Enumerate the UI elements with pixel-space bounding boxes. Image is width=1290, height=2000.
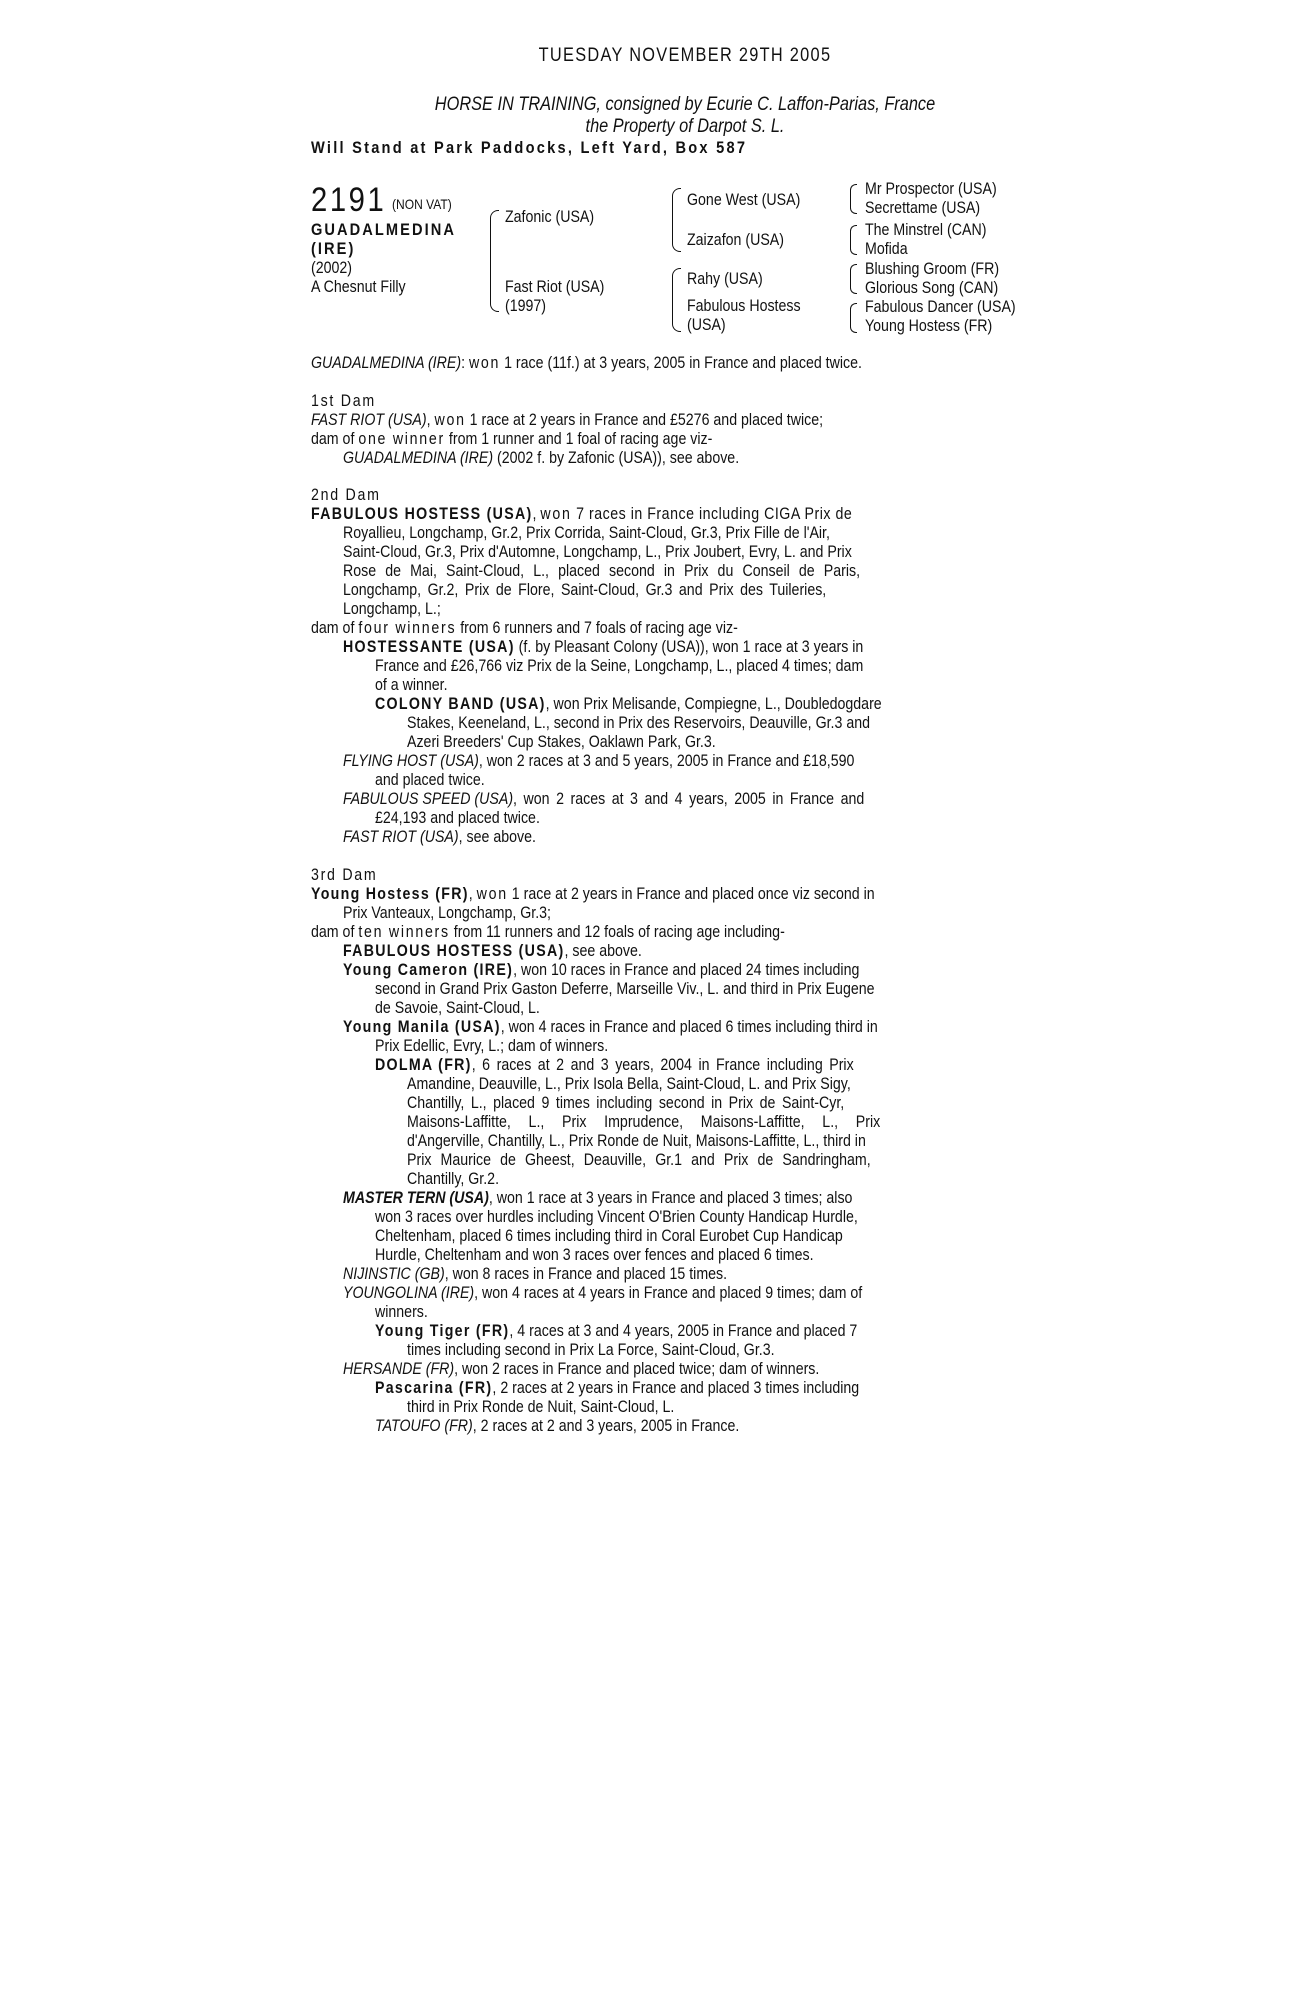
horse-name: GUADALMEDINA (311, 220, 456, 239)
offspring-name: FAST RIOT (USA) (343, 828, 459, 846)
offspring-name: FABULOUS HOSTESS (USA) (343, 942, 565, 960)
offspring-text: , won 8 races in France and placed 15 times. (444, 1265, 728, 1283)
offspring-nijinstic (343, 1265, 727, 1284)
pedigree-brace-sire (672, 188, 681, 252)
offspring-name: COLONY BAND (USA) (375, 695, 546, 713)
second-dam-record: 7 races in France including CIGA Prix de (571, 505, 853, 523)
offspring-text: (2002 f. by Zafonic (USA)), see above. (493, 449, 740, 467)
race-summary (311, 354, 862, 373)
pedigree-dss: Blushing Groom (FR) (865, 260, 1000, 278)
summary-horse: GUADALMEDINA (IRE) (311, 354, 462, 372)
sep: , (426, 411, 435, 429)
produce-text: from 11 runners and 12 foals of racing age including- (449, 923, 785, 941)
offspring-hostessante (343, 638, 863, 657)
offspring-text: , won 4 races at 4 years in France and placed 9 times; dam of (474, 1284, 863, 1302)
offspring-text: , won Prix Melisande, Compiegne, L., Doubledogdare (545, 695, 882, 713)
offspring-name: FABULOUS SPEED (USA) (343, 790, 514, 808)
second-dam-detail: Longchamp, Gr.2, Prix de Flore, Saint-Cloud, Gr.3 and Prix des Tuileries, (343, 581, 827, 599)
pedigree-dam-sire: Rahy (USA) (687, 270, 763, 288)
offspring-detail: Hurdle, Cheltenham and won 3 races over fences and placed 6 times. (375, 1246, 814, 1264)
stand-line: Will Stand at Park Paddocks, Left Yard, Box 587 (311, 138, 748, 157)
first-dam-produce (311, 430, 712, 449)
offspring-detail: Prix Edellic, Evry, L.; dam of winners. (375, 1037, 609, 1055)
sale-date: TUESDAY NOVEMBER 29TH 2005 (538, 45, 832, 66)
consignor-line: HORSE IN TRAINING, consigned by Ecurie C. Laffon-Parias, France (434, 94, 936, 115)
offspring-youngolina (343, 1284, 862, 1303)
third-dam-name: Young Hostess (FR) (311, 885, 469, 903)
offspring-fast-riot (343, 828, 536, 847)
offspring-detail: won 3 races over hurdles including Vincent O'Brien County Handicap Hurdle, (375, 1208, 858, 1226)
offspring-name: GUADALMEDINA (IRE) (343, 449, 494, 467)
third-dam-detail: Prix Vanteaux, Longchamp, Gr.3; (343, 904, 551, 922)
offspring-text: , see above. (564, 942, 642, 960)
offspring-name: YOUNGOLINA (IRE) (343, 1284, 475, 1302)
offspring-hersande (343, 1360, 819, 1379)
pedigree-ddd: Young Hostess (FR) (865, 317, 993, 335)
won-word: won (476, 885, 508, 903)
offspring-name: Pascarina (FR) (375, 1379, 493, 1397)
offspring-text: , won 10 races in France and placed 24 times including (513, 961, 860, 979)
offspring-name: FLYING HOST (USA) (343, 752, 479, 770)
pedigree-ssd: Secrettame (USA) (865, 199, 981, 217)
offspring-detail: winners. (375, 1303, 428, 1321)
third-dam-line (311, 885, 875, 904)
third-dam-heading: 3rd Dam (311, 866, 378, 884)
offspring-text: , won 2 races in France and placed twice; dam of winners. (454, 1360, 820, 1378)
dam-of: dam of (311, 430, 359, 448)
offspring-detail: £24,193 and placed twice. (375, 809, 540, 827)
offspring-fabulous-hostess (343, 942, 642, 961)
pedigree-brace-dam (672, 268, 681, 332)
offspring-text: , won 4 races in France and placed 6 times including third in (500, 1018, 878, 1036)
offspring-detail: Azeri Breeders' Cup Stakes, Oaklawn Park, Gr.3. (407, 733, 716, 751)
produce-text: from 6 runners and 7 foals of racing age viz- (456, 619, 738, 637)
offspring-text: , 2 races at 2 years in France and placed 3 times including (492, 1379, 860, 1397)
offspring-text: (f. by Pleasant Colony (USA)), won 1 race at 3 years in (514, 638, 864, 656)
produce-text: from 1 runner and 1 foal of racing age viz- (444, 430, 713, 448)
summary-sep: : (461, 354, 469, 372)
horse-year: (2002) (311, 259, 353, 277)
dam-of: dam of (311, 923, 359, 941)
won-word: won (540, 505, 572, 523)
second-dam-detail: Longchamp, L.; (343, 600, 441, 618)
second-dam-name: FABULOUS HOSTESS (USA) (311, 505, 533, 523)
third-dam-record: 1 race at 2 years in France and placed once viz second in (507, 885, 875, 903)
offspring-name: MASTER TERN (USA) (343, 1189, 489, 1207)
pedigree-brace-main (490, 210, 499, 312)
offspring-name: Young Cameron (IRE) (343, 961, 514, 979)
offspring-name: HERSANDE (FR) (343, 1360, 455, 1378)
offspring-text: , won 1 race at 3 years in France and placed 3 times; also (488, 1189, 853, 1207)
offspring-name: HOSTESSANTE (USA) (343, 638, 515, 656)
offspring-young-tiger (375, 1322, 857, 1341)
offspring-name: TATOUFO (FR) (375, 1417, 473, 1435)
pedigree-brace-ds (850, 264, 857, 294)
winners-count: ten winners (358, 923, 450, 941)
second-dam-heading: 2nd Dam (311, 486, 381, 504)
pedigree-sire-dam: Zaizafon (USA) (687, 231, 785, 249)
summary-text: 1 race (11f.) at 3 years, 2005 in France and placed twice. (500, 354, 862, 372)
offspring-young-manila (343, 1018, 878, 1037)
first-dam-line (311, 411, 823, 430)
vat-label: (NON VAT) (392, 196, 452, 212)
offspring-detail: France and £26,766 viz Prix de la Seine, Longchamp, L., placed 4 times; dam (375, 657, 864, 675)
horse-description: A Chesnut Filly (311, 278, 406, 296)
second-dam-detail: Rose de Mai, Saint-Cloud, L., placed second in Prix du Conseil de Paris, (343, 562, 861, 580)
offspring-master-tern (343, 1189, 852, 1208)
pedigree-dds: Fabulous Dancer (USA) (865, 298, 1016, 316)
sep: , (468, 885, 477, 903)
winners-count: four winners (358, 619, 457, 637)
first-dam-record: 1 race at 2 years in France and £5276 and placed twice; (465, 411, 824, 429)
offspring-detail: Cheltenham, placed 6 times including third in Coral Eurobet Cup Handicap (375, 1227, 843, 1245)
offspring-text: , 6 races at 2 and 3 years, 2004 in France including Prix (471, 1056, 854, 1074)
offspring-text: , see above. (458, 828, 536, 846)
first-dam-name: FAST RIOT (USA) (311, 411, 427, 429)
pedigree-dam-year: (1997) (505, 297, 547, 315)
sep: , (532, 505, 541, 523)
pedigree-sds: The Minstrel (CAN) (865, 221, 987, 239)
offspring-text: , 4 races at 3 and 4 years, 2005 in France and placed 7 (509, 1322, 858, 1340)
offspring-detail: Chantilly, L., placed 9 times including second in Prix de Saint-Cyr, (407, 1094, 845, 1112)
offspring-colony-band (375, 695, 882, 714)
won-word: won (434, 411, 466, 429)
offspring-detail: Prix Maurice de Gheest, Deauville, Gr.1 and Prix de Sandringham, (407, 1151, 871, 1169)
offspring-name: Young Manila (USA) (343, 1018, 501, 1036)
third-dam-produce (311, 923, 785, 942)
first-dam-heading: 1st Dam (311, 392, 376, 410)
offspring-detail: third in Prix Ronde de Nuit, Saint-Cloud, L. (407, 1398, 675, 1416)
first-dam-offspring (343, 449, 739, 468)
pedigree-sire: Zafonic (USA) (505, 208, 595, 226)
offspring-text: , won 2 races at 3 and 5 years, 2005 in France and £18,590 (478, 752, 855, 770)
offspring-pascarina (375, 1379, 859, 1398)
offspring-young-cameron (343, 961, 859, 980)
offspring-name: DOLMA (FR) (375, 1056, 472, 1074)
offspring-tatoufo (375, 1417, 739, 1436)
second-dam-detail: Royallieu, Longchamp, Gr.2, Prix Corrida, Saint-Cloud, Gr.3, Prix Fille de l'Air, (343, 524, 830, 542)
offspring-fabulous-speed (343, 790, 864, 809)
offspring-detail: d'Angerville, Chantilly, L., Prix Ronde de Nuit, Maisons-Laffitte, L., third in (407, 1132, 866, 1150)
pedigree-sire-sire: Gone West (USA) (687, 191, 801, 209)
offspring-text: , won 2 races at 3 and 4 years, 2005 in France and (513, 790, 865, 808)
offspring-detail: and placed twice. (375, 771, 485, 789)
winners-count: one winner (358, 430, 445, 448)
offspring-detail: Chantilly, Gr.2. (407, 1170, 500, 1188)
offspring-detail: second in Grand Prix Gaston Deferre, Marseille Viv., L. and third in Prix Eugene (375, 980, 875, 998)
pedigree-brace-ss (850, 184, 857, 214)
second-dam-produce (311, 619, 738, 638)
offspring-detail: of a winner. (375, 676, 448, 694)
pedigree-dam-dam: Fabulous Hostess (687, 297, 801, 315)
pedigree-dsd: Glorious Song (CAN) (865, 279, 999, 297)
second-dam-line (311, 505, 852, 524)
offspring-detail: de Savoie, Saint-Cloud, L. (375, 999, 540, 1017)
offspring-detail: Maisons-Laffitte, L., Prix Imprudence, Maisons-Laffitte, L., Prix (407, 1113, 881, 1131)
offspring-detail: Amandine, Deauville, L., Prix Isola Bella, Saint-Cloud, L. and Prix Sigy, (407, 1075, 851, 1093)
pedigree-sdd: Mofida (865, 240, 908, 258)
offspring-detail: times including second in Prix La Force, Saint-Cloud, Gr.3. (407, 1341, 775, 1359)
summary-won: won (468, 354, 501, 372)
offspring-name: Young Tiger (FR) (375, 1322, 510, 1340)
pedigree-sss: Mr Prospector (USA) (865, 180, 997, 198)
lot-number: 2191 (311, 181, 387, 219)
pedigree-brace-dd (850, 303, 857, 333)
property-line: the Property of Darpot S. L. (585, 116, 785, 137)
offspring-text: , 2 races at 2 and 3 years, 2005 in France. (472, 1417, 740, 1435)
pedigree-dam: Fast Riot (USA) (505, 278, 605, 296)
offspring-name: NIJINSTIC (GB) (343, 1265, 445, 1283)
second-dam-detail: Saint-Cloud, Gr.3, Prix d'Automne, Longchamp, L., Prix Joubert, Evry, L. and Prix (343, 543, 852, 561)
pedigree-dam-dam-origin: (USA) (687, 316, 726, 334)
offspring-dolma (375, 1056, 854, 1075)
offspring-detail: Stakes, Keeneland, L., second in Prix des Reservoirs, Deauville, Gr.3 and (407, 714, 871, 732)
offspring-flying-host (343, 752, 854, 771)
dam-of: dam of (311, 619, 359, 637)
pedigree-brace-sd (850, 225, 857, 255)
horse-origin: (IRE) (311, 239, 356, 258)
